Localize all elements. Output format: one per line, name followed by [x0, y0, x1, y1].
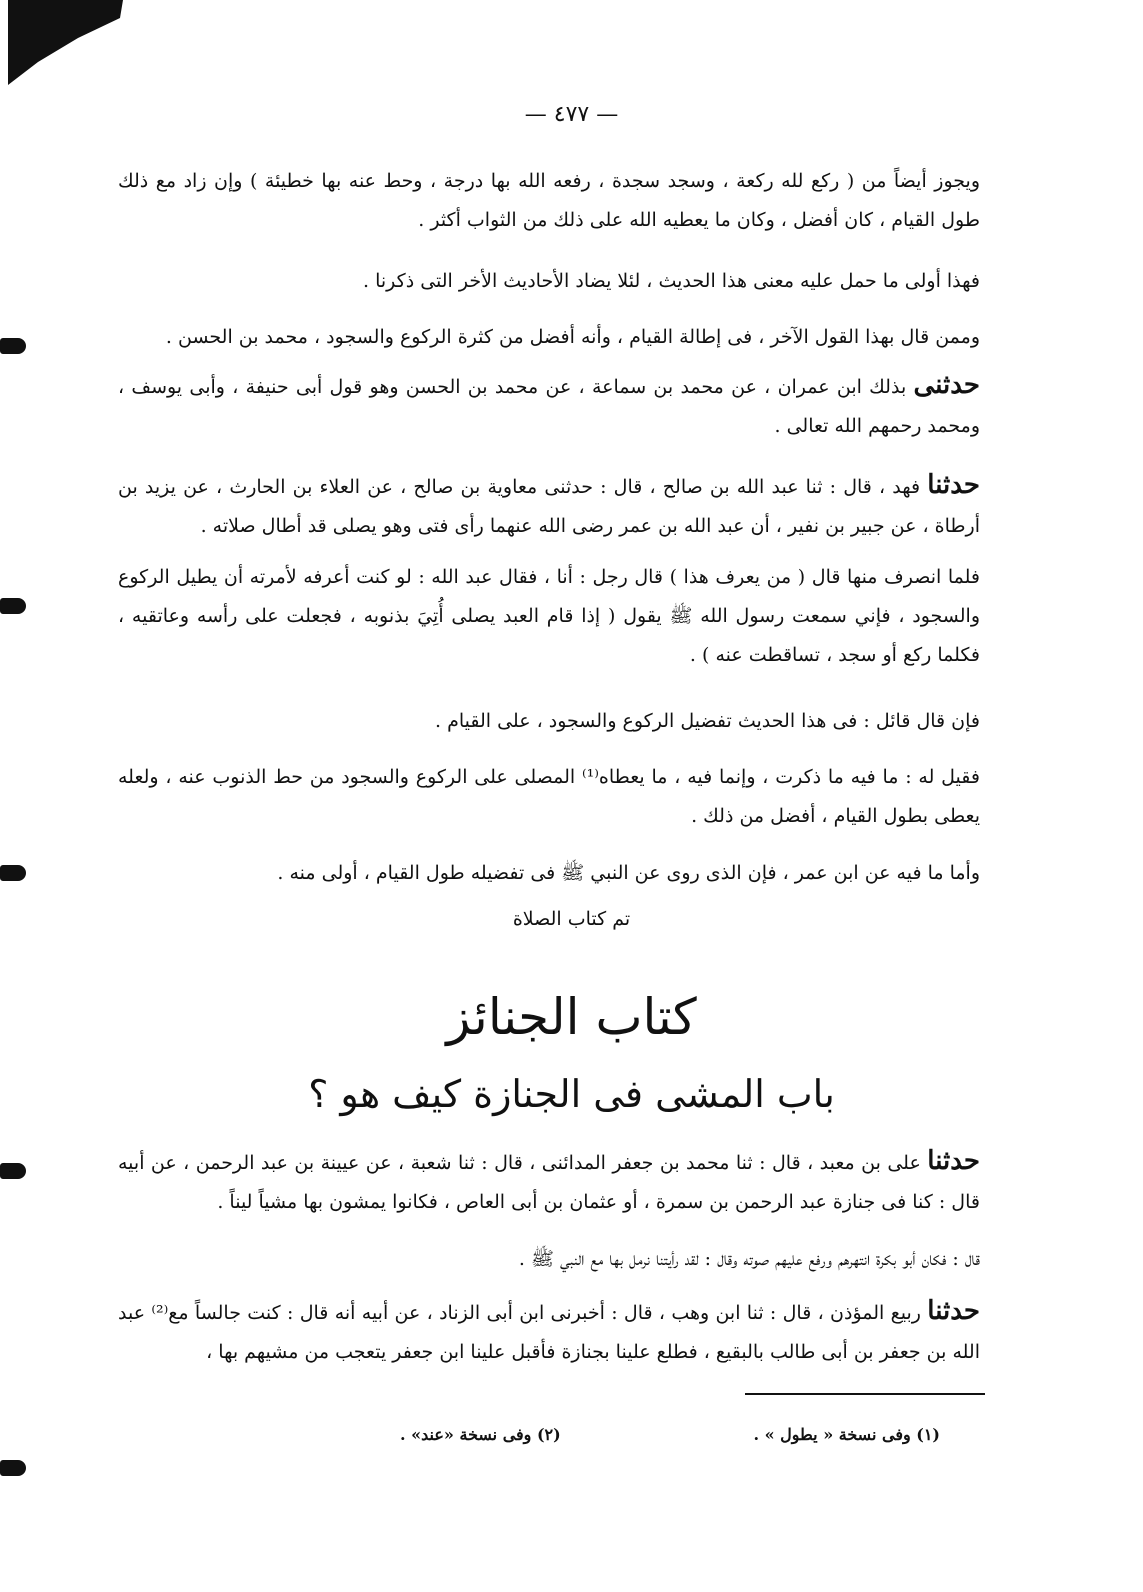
paragraph: فهذا أولى ما حمل عليه معنى هذا الحديث ، لئلا يضاد الأحاديث الأخر التى ذكرنا . — [363, 270, 980, 292]
paragraph: فقيل له : ما فيه ما ذكرت ، وإنما فيه ، ما يعطاه⁽¹⁾ المصلى على الركوع والسجود من حط الذنوب عنه ، ولعله يعطى بطول القيام ، أفضل من ذلك . — [118, 766, 980, 827]
margin-mark — [0, 598, 26, 614]
book-title: كتاب الجنائز — [446, 988, 697, 1046]
paragraph: حدثنى بذلك ابن عمران ، عن محمد بن سماعة ، عن محمد بن الحسن وهو قول أبى حنيفة ، وأبى يوسف ، ومحمد رحمهم الله تعالى . — [118, 370, 981, 437]
margin-mark — [0, 1460, 26, 1476]
paragraph: وأما ما فيه عن ابن عمر ، فإن الذى روى عن النبي ﷺ فى تفضيله طول القيام ، أولى منه . — [277, 862, 980, 884]
chapter-title: باب المشى فى الجنازة كيف هو ؟ — [308, 1072, 835, 1116]
paragraph-lead: حدثنا — [927, 1296, 980, 1326]
footnote-1: (١) وفى نسخة « يطول » . — [753, 1425, 940, 1444]
paragraph: قال : فكان أبو بكرة انتهرهم ورفع عليهم صوته وقال : لقد رأيتنا نرمل بها مع النبي ﷺ . — [518, 1248, 980, 1270]
scan-corner-blot — [8, 0, 123, 85]
paragraph: فلما انصرف منها قال ( من يعرف هذا ) قال رجل : أنا ، فقال عبد الله : لو كنت أعرفه لأمرته أن يطيل الركوع والسجود ، فإني سمعت رسول الله ﷺ يقول ( إذا قام العبد يصلى أُتِيَ بذنوبه ، فجعلت على رأسه وعاتقيه ، فكلما ركع أو سجد ، تساقطت عنه ) . — [118, 566, 980, 666]
paragraph: ويجوز أيضاً من ( ركع لله ركعة ، وسجد سجدة ، رفعه الله بها درجة ، وحط عنه بها خطيئة ) وإن زاد مع ذلك طول القيام ، كان أفضل ، وكان ما يعطيه الله على ذلك من الثواب أكثر . — [118, 170, 980, 231]
paragraph: حدثنا على بن معبد ، قال : ثنا محمد بن جعفر المدائنى ، قال : ثنا شعبة ، عن عيينة بن عبد الرحمن ، عن أبيه قال : كنا فى جنازة عبد الرحمن بن سمرة ، أو عثمان بن أبى العاص ، فكانوا يمشون بها مشياً ليناً . — [118, 1146, 980, 1213]
paragraph: فإن قال قائل : فى هذا الحديث تفضيل الركوع والسجود ، على القيام . — [435, 710, 980, 732]
paragraph: وممن قال بهذا القول الآخر ، فى إطالة القيام ، وأنه أفضل من كثرة الركوع والسجود ، محمد بن الحسن . — [165, 326, 980, 348]
footnote-separator — [745, 1393, 985, 1395]
margin-mark — [0, 865, 26, 881]
margin-mark — [0, 338, 26, 354]
paragraph-lead: حدثنى — [913, 370, 981, 400]
paragraph-lead: حدثنا — [927, 470, 980, 500]
section-closing-line: تم كتاب الصلاة — [512, 908, 631, 930]
footnote-2: (٢) وفى نسخة «عند» . — [400, 1425, 561, 1444]
margin-mark — [0, 1163, 26, 1179]
paragraph-lead: حدثنا — [927, 1146, 980, 1176]
footnotes — [400, 1425, 940, 1444]
paragraph: حدثنا فهد ، قال : ثنا عبد الله بن صالح ، قال : حدثنى معاوية بن صالح ، عن العلاء بن الحارث ، عن يزيد بن أرطاة ، عن جبير بن نفير ، أن عبد الله بن عمر رضى الله عنهما رأى فتى وهو يصلى قد أطال صلاته . — [118, 470, 980, 537]
page-number: — ٤٧٧ — — [524, 102, 619, 127]
paragraph: حدثنا ربيع المؤذن ، قال : ثنا ابن وهب ، قال : أخبرنى ابن أبى الزناد ، عن أبيه أنه قال : كنت جالساً مع⁽²⁾ عبد الله بن جعفر بن أبى طالب بالبقيع ، فطلع علينا بجنازة فأقبل علينا ابن جعفر يتعجب من مشيهم بها ، — [118, 1296, 980, 1363]
